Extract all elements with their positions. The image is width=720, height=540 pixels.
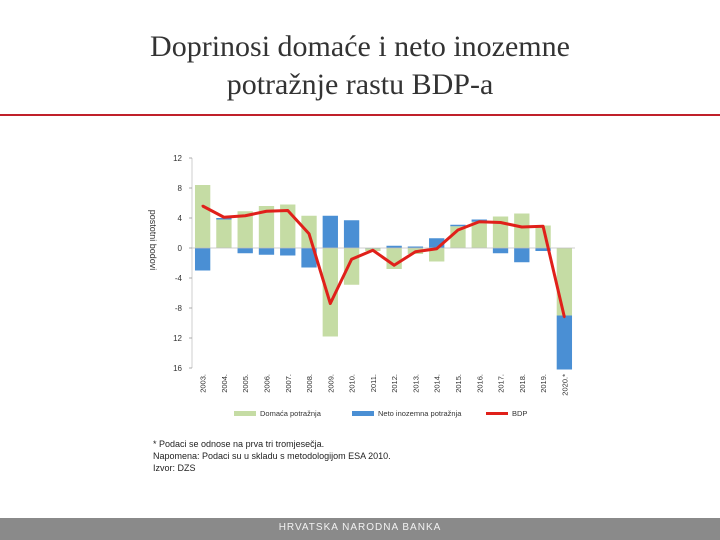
note-line-1: * Podaci se odnose na prva tri tromjesečja.: [153, 439, 325, 449]
gdp-line-layer: [201, 205, 565, 318]
gdp-point: [457, 229, 459, 231]
gdp-point: [435, 248, 437, 250]
domestic-demand-bar: [472, 222, 487, 248]
bars-layer: [195, 185, 572, 370]
footer-bar: [0, 518, 720, 540]
net-foreign-demand-bar: [557, 316, 572, 370]
legend-domestic-swatch: [234, 411, 256, 416]
gdp-point: [265, 210, 267, 212]
net-foreign-demand-bar: [514, 248, 529, 262]
domestic-demand-bar: [344, 248, 359, 285]
y-tick-label: 12: [173, 154, 182, 163]
x-tick-label: 2018.: [517, 374, 527, 393]
gdp-point: [499, 221, 501, 223]
x-tick-label: 2009.: [326, 374, 336, 393]
gdp-point: [287, 209, 289, 211]
gdp-point: [223, 216, 225, 218]
net-foreign-demand-bar: [195, 248, 210, 271]
slide-title: [0, 28, 720, 104]
x-tick-label: 2019.: [539, 374, 549, 393]
gdp-point: [563, 316, 565, 318]
gdp-point: [201, 205, 203, 207]
domestic-demand-bar: [514, 214, 529, 249]
y-tick-label: 16: [173, 364, 182, 373]
slide-title-line-2: potražnje rastu BDP-a: [226, 68, 494, 101]
net-foreign-demand-bar: [323, 216, 338, 248]
slide-title-line-1: Doprinosi domaće i neto inozemne: [150, 30, 570, 63]
chart-notes: [153, 438, 391, 474]
x-tick-label: 2011.: [368, 374, 378, 393]
x-tick-label: 2003.: [198, 374, 208, 393]
legend-net-foreign-label: Neto inozemna potražnja: [378, 409, 462, 418]
x-tick-label: 2005.: [241, 374, 251, 393]
gdp-point: [308, 233, 310, 235]
legend-gdp-swatch: [486, 412, 508, 415]
domestic-demand-bar: [216, 220, 231, 249]
note-line-3: Izvor: DZS: [153, 463, 196, 473]
gdp-point: [542, 225, 544, 227]
x-tick-label: 2004.: [219, 374, 229, 393]
gdp-point: [244, 215, 246, 217]
contributions-chart: [130, 150, 590, 430]
gdp-point: [414, 251, 416, 253]
x-tick-label: 2008.: [305, 374, 315, 393]
y-tick-label: 4: [177, 214, 182, 223]
x-tick-label: 2014.: [432, 374, 442, 393]
gdp-point: [350, 258, 352, 260]
net-foreign-demand-bar: [259, 248, 274, 255]
x-tick-label: 2007.: [283, 374, 293, 393]
legend-domestic-label: Domaća potražnja: [260, 409, 321, 418]
domestic-demand-bar: [195, 185, 210, 248]
axes-layer: [173, 154, 575, 396]
y-axis-label: postotni bodovi: [148, 209, 158, 271]
x-tick-label: 2016.: [475, 374, 485, 393]
gdp-point: [329, 302, 331, 304]
x-tick-label: 2015.: [453, 374, 463, 393]
y-tick-label: -8: [174, 304, 182, 313]
chart-legend: [234, 409, 527, 418]
x-tick-label: 2013.: [411, 374, 421, 393]
x-tick-label: 2012.: [390, 374, 400, 393]
net-foreign-demand-bar: [450, 225, 465, 227]
net-foreign-demand-bar: [238, 248, 253, 253]
y-tick-label: 12: [173, 334, 182, 343]
net-foreign-demand-bar: [493, 248, 508, 253]
y-tick-label: -4: [174, 274, 182, 283]
legend-gdp-label: BDP: [512, 409, 528, 418]
gdp-point: [393, 264, 395, 266]
note-line-2: Napomena: Podaci su u skladu s metodologijom ESA 2010.: [153, 451, 391, 461]
gdp-line: [203, 206, 565, 317]
title-divider: [0, 114, 720, 116]
net-foreign-demand-bar: [344, 220, 359, 248]
domestic-demand-bar: [557, 248, 572, 316]
y-tick-label: 0: [177, 244, 182, 253]
y-tick-label: 8: [177, 184, 182, 193]
gdp-point: [478, 221, 480, 223]
x-tick-label: 2020.*: [560, 374, 570, 396]
gdp-point: [521, 226, 523, 228]
x-tick-label: 2017.: [496, 374, 506, 393]
legend-net-foreign-swatch: [352, 411, 374, 416]
footer-brand: HRVATSKA NARODNA BANKA: [278, 522, 442, 533]
net-foreign-demand-bar: [280, 248, 295, 256]
gdp-point: [372, 249, 374, 251]
x-tick-label: 2010.: [347, 374, 357, 393]
x-tick-label: 2006.: [262, 374, 272, 393]
